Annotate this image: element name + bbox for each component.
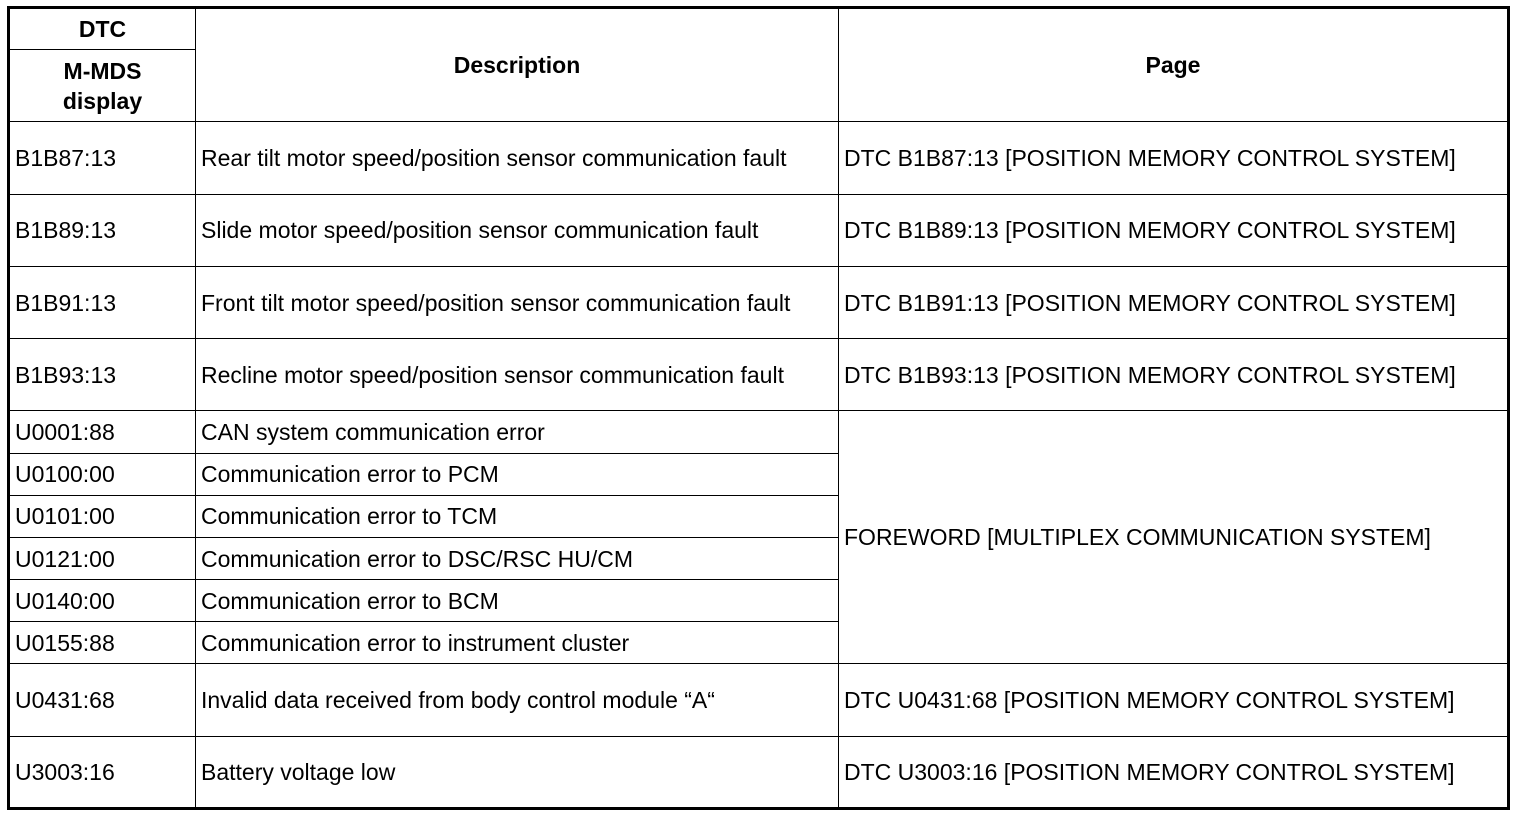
header-mmds-display: M-MDS display (9, 50, 196, 122)
dtc-description: Slide motor speed/position sensor communication fault (196, 194, 839, 266)
table-row (9, 122, 1509, 194)
dtc-description: CAN system communication error (196, 411, 839, 453)
dtc-description: Communication error to instrument cluster (196, 622, 839, 664)
table-row (9, 736, 1509, 808)
page-reference: DTC B1B93:13 [POSITION MEMORY CONTROL SYSTEM] (839, 339, 1509, 411)
page-reference: DTC U0431:68 [POSITION MEMORY CONTROL SYSTEM] (839, 664, 1509, 736)
dtc-description: Communication error to BCM (196, 580, 839, 622)
table-row (9, 194, 1509, 266)
page-reference: DTC B1B91:13 [POSITION MEMORY CONTROL SYSTEM] (839, 266, 1509, 338)
page-reference: DTC B1B89:13 [POSITION MEMORY CONTROL SYSTEM] (839, 194, 1509, 266)
header-page: Page (839, 8, 1509, 122)
dtc-description: Communication error to DSC/RSC HU/CM (196, 537, 839, 579)
dtc-code: B1B93:13 (9, 339, 196, 411)
dtc-code: B1B91:13 (9, 266, 196, 338)
dtc-code: U0431:68 (9, 664, 196, 736)
dtc-description: Communication error to TCM (196, 495, 839, 537)
dtc-code: U0155:88 (9, 622, 196, 664)
dtc-code: U0101:00 (9, 495, 196, 537)
dtc-description: Battery voltage low (196, 736, 839, 808)
header-row (9, 8, 1509, 50)
dtc-description: Recline motor speed/position sensor communication fault (196, 339, 839, 411)
page-reference: FOREWORD [MULTIPLEX COMMUNICATION SYSTEM] (839, 411, 1509, 664)
dtc-code: U0001:88 (9, 411, 196, 453)
dtc-description: Front tilt motor speed/position sensor communication fault (196, 266, 839, 338)
table-row (9, 339, 1509, 411)
header-dtc: DTC (9, 8, 196, 50)
dtc-code: U0121:00 (9, 537, 196, 579)
dtc-description: Rear tilt motor speed/position sensor communication fault (196, 122, 839, 194)
dtc-code: B1B87:13 (9, 122, 196, 194)
dtc-description: Invalid data received from body control module “A“ (196, 664, 839, 736)
dtc-code: B1B89:13 (9, 194, 196, 266)
dtc-description: Communication error to PCM (196, 453, 839, 495)
table-row (9, 664, 1509, 736)
header-description: Description (196, 8, 839, 122)
table-row (9, 411, 1509, 453)
dtc-code: U0140:00 (9, 580, 196, 622)
dtc-code: U3003:16 (9, 736, 196, 808)
page-reference: DTC U3003:16 [POSITION MEMORY CONTROL SYSTEM] (839, 736, 1509, 808)
table-row (9, 266, 1509, 338)
page-reference: DTC B1B87:13 [POSITION MEMORY CONTROL SYSTEM] (839, 122, 1509, 194)
dtc-code: U0100:00 (9, 453, 196, 495)
dtc-table (7, 6, 1510, 810)
